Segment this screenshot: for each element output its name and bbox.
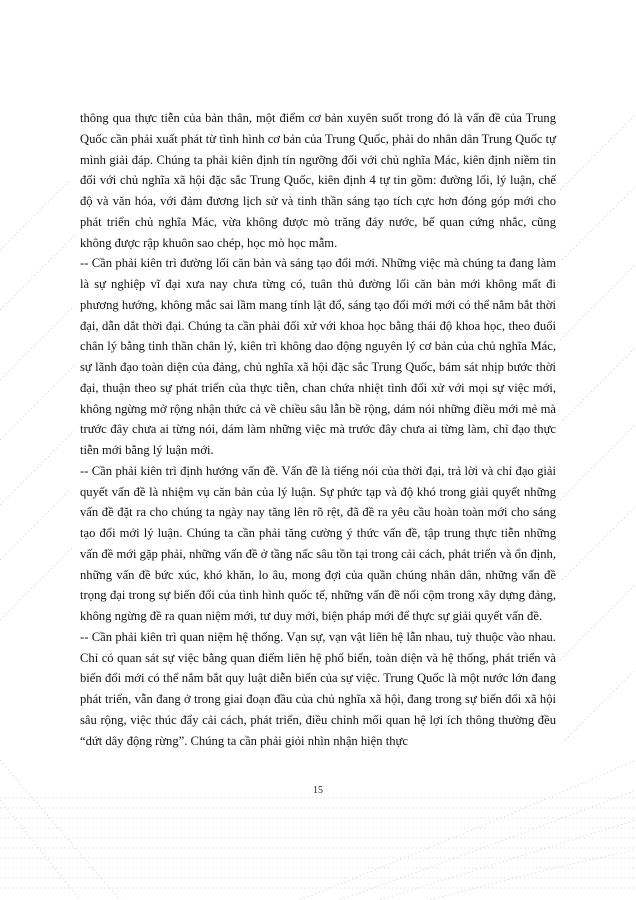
paragraph-2: -- Cần phải kiên trì đường lối căn bản và sáng tạo đổi mới. Những việc mà chúng ta đang làm là sự nghiệp vĩ đại xưa nay chưa từng có, tuân thủ đường lối căn bản mới không mất đi phương hướng, không mắc sai lầm mang tính lật đổ, sáng tạo đổi mới mới có thể nắm bắt thời đại, dẫn dắt thời đại. Chúng ta cần phải đối xử với khoa học bằng thái độ khoa học, theo đuổi chân lý bằng tinh thần chân lý, kiên trì không dao động nguyên lý cơ bản của chủ nghĩa Mác, sự lãnh đạo toàn diện của đảng, chủ nghĩa xã hội đặc sắc Trung Quốc, bám sát nhịp bước thời đại, thuận theo sự phát triển của thực tiễn, chan chứa nhiệt tình đối xử với mọi sự việc mới, không ngừng mở rộng nhận thức cả về chiều sâu lẫn bề rộng, dám nói những điều mới mẻ mà trước đây chưa ai từng nói, dám làm những việc mà trước đây chưa ai từng làm, chỉ đạo thực tiễn mới bằng lý luận mới. (80, 256, 556, 457)
paragraph-3: -- Cần phải kiên trì định hướng vấn đề. Vấn đề là tiếng nói của thời đại, trả lời và chỉ đạo giải quyết vấn đề là nhiệm vụ căn bản của lý luận. Sự phức tạp và độ khó trong giải quyết những vấn đề đặt ra cho chúng ta ngày nay tăng lên rõ rệt, đã đề ra yêu cầu hoàn toàn mới cho sáng tạo đổi mới lý luận. Chúng ta cần phải tăng cường ý thức vấn đề, tập trung thực tiễn những vấn đề mới gặp phải, những vấn đề ở tầng nấc sâu tồn tại trong cải cách, phát triển và ổn định, những vấn đề bức xúc, khó khăn, lo âu, mong đợi của quần chúng nhân dân, những vấn đề trọng đại trong sự biến đổi của tình hình quốc tế, những vấn đề nổi cộm trong xây dựng đảng, không ngừng đề ra quan niệm mới, tư duy mới, biện pháp mới để thực sự giải quyết vấn đề. (80, 463, 556, 623)
paragraph-1: thông qua thực tiễn của bản thân, một điểm cơ bản xuyên suốt trong đó là vấn đề của Trung Quốc cần phải xuất phát từ tình hình cơ bản của Trung Quốc, phải do nhân dân Trung Quốc tự mình giải đáp. Chúng ta phải kiên định tín ngưỡng đối với chủ nghĩa Mác, kiên định niềm tin đối với chủ nghĩa xã hội đặc sắc Trung Quốc, kiên định 4 tự tin gồm: đường lối, lý luận, chế độ và văn hóa, với đảm đương lịch sử và tinh thần sáng tạo tích cực hơn đóng góp mới cho phát triển chủ nghĩa Mác, vừa không được mò trăng đáy nước, bế quan cứng nhắc, cũng không được rập khuôn sao chép, học mò học mẫm. (80, 111, 556, 250)
page-number: 15 (313, 785, 323, 796)
paragraph-4: -- Cần phải kiên trì quan niệm hệ thống. Vạn sự, vạn vật liên hệ lẫn nhau, tuỳ thuộc vào nhau. Chỉ có quan sát sự việc bằng quan điểm liên hệ phổ biến, toàn diện và hệ thống, phát triển và biến đổi mới có thể nắm bắt quy luật diễn biến của sự việc. Trung Quốc là một nước lớn đang phát triển, vẫn đang ở trong giai đoạn đầu của chủ nghĩa xã hội, đang trong sự biến đổi xã hội sâu rộng, việc thúc đẩy cải cách, phát triển, điều chỉnh mối quan hệ lợi ích thông thường đều “dứt dây động rừng”. Chúng ta cần phải giỏi nhìn nhận hiện thực (80, 629, 556, 748)
body-text (80, 108, 556, 751)
